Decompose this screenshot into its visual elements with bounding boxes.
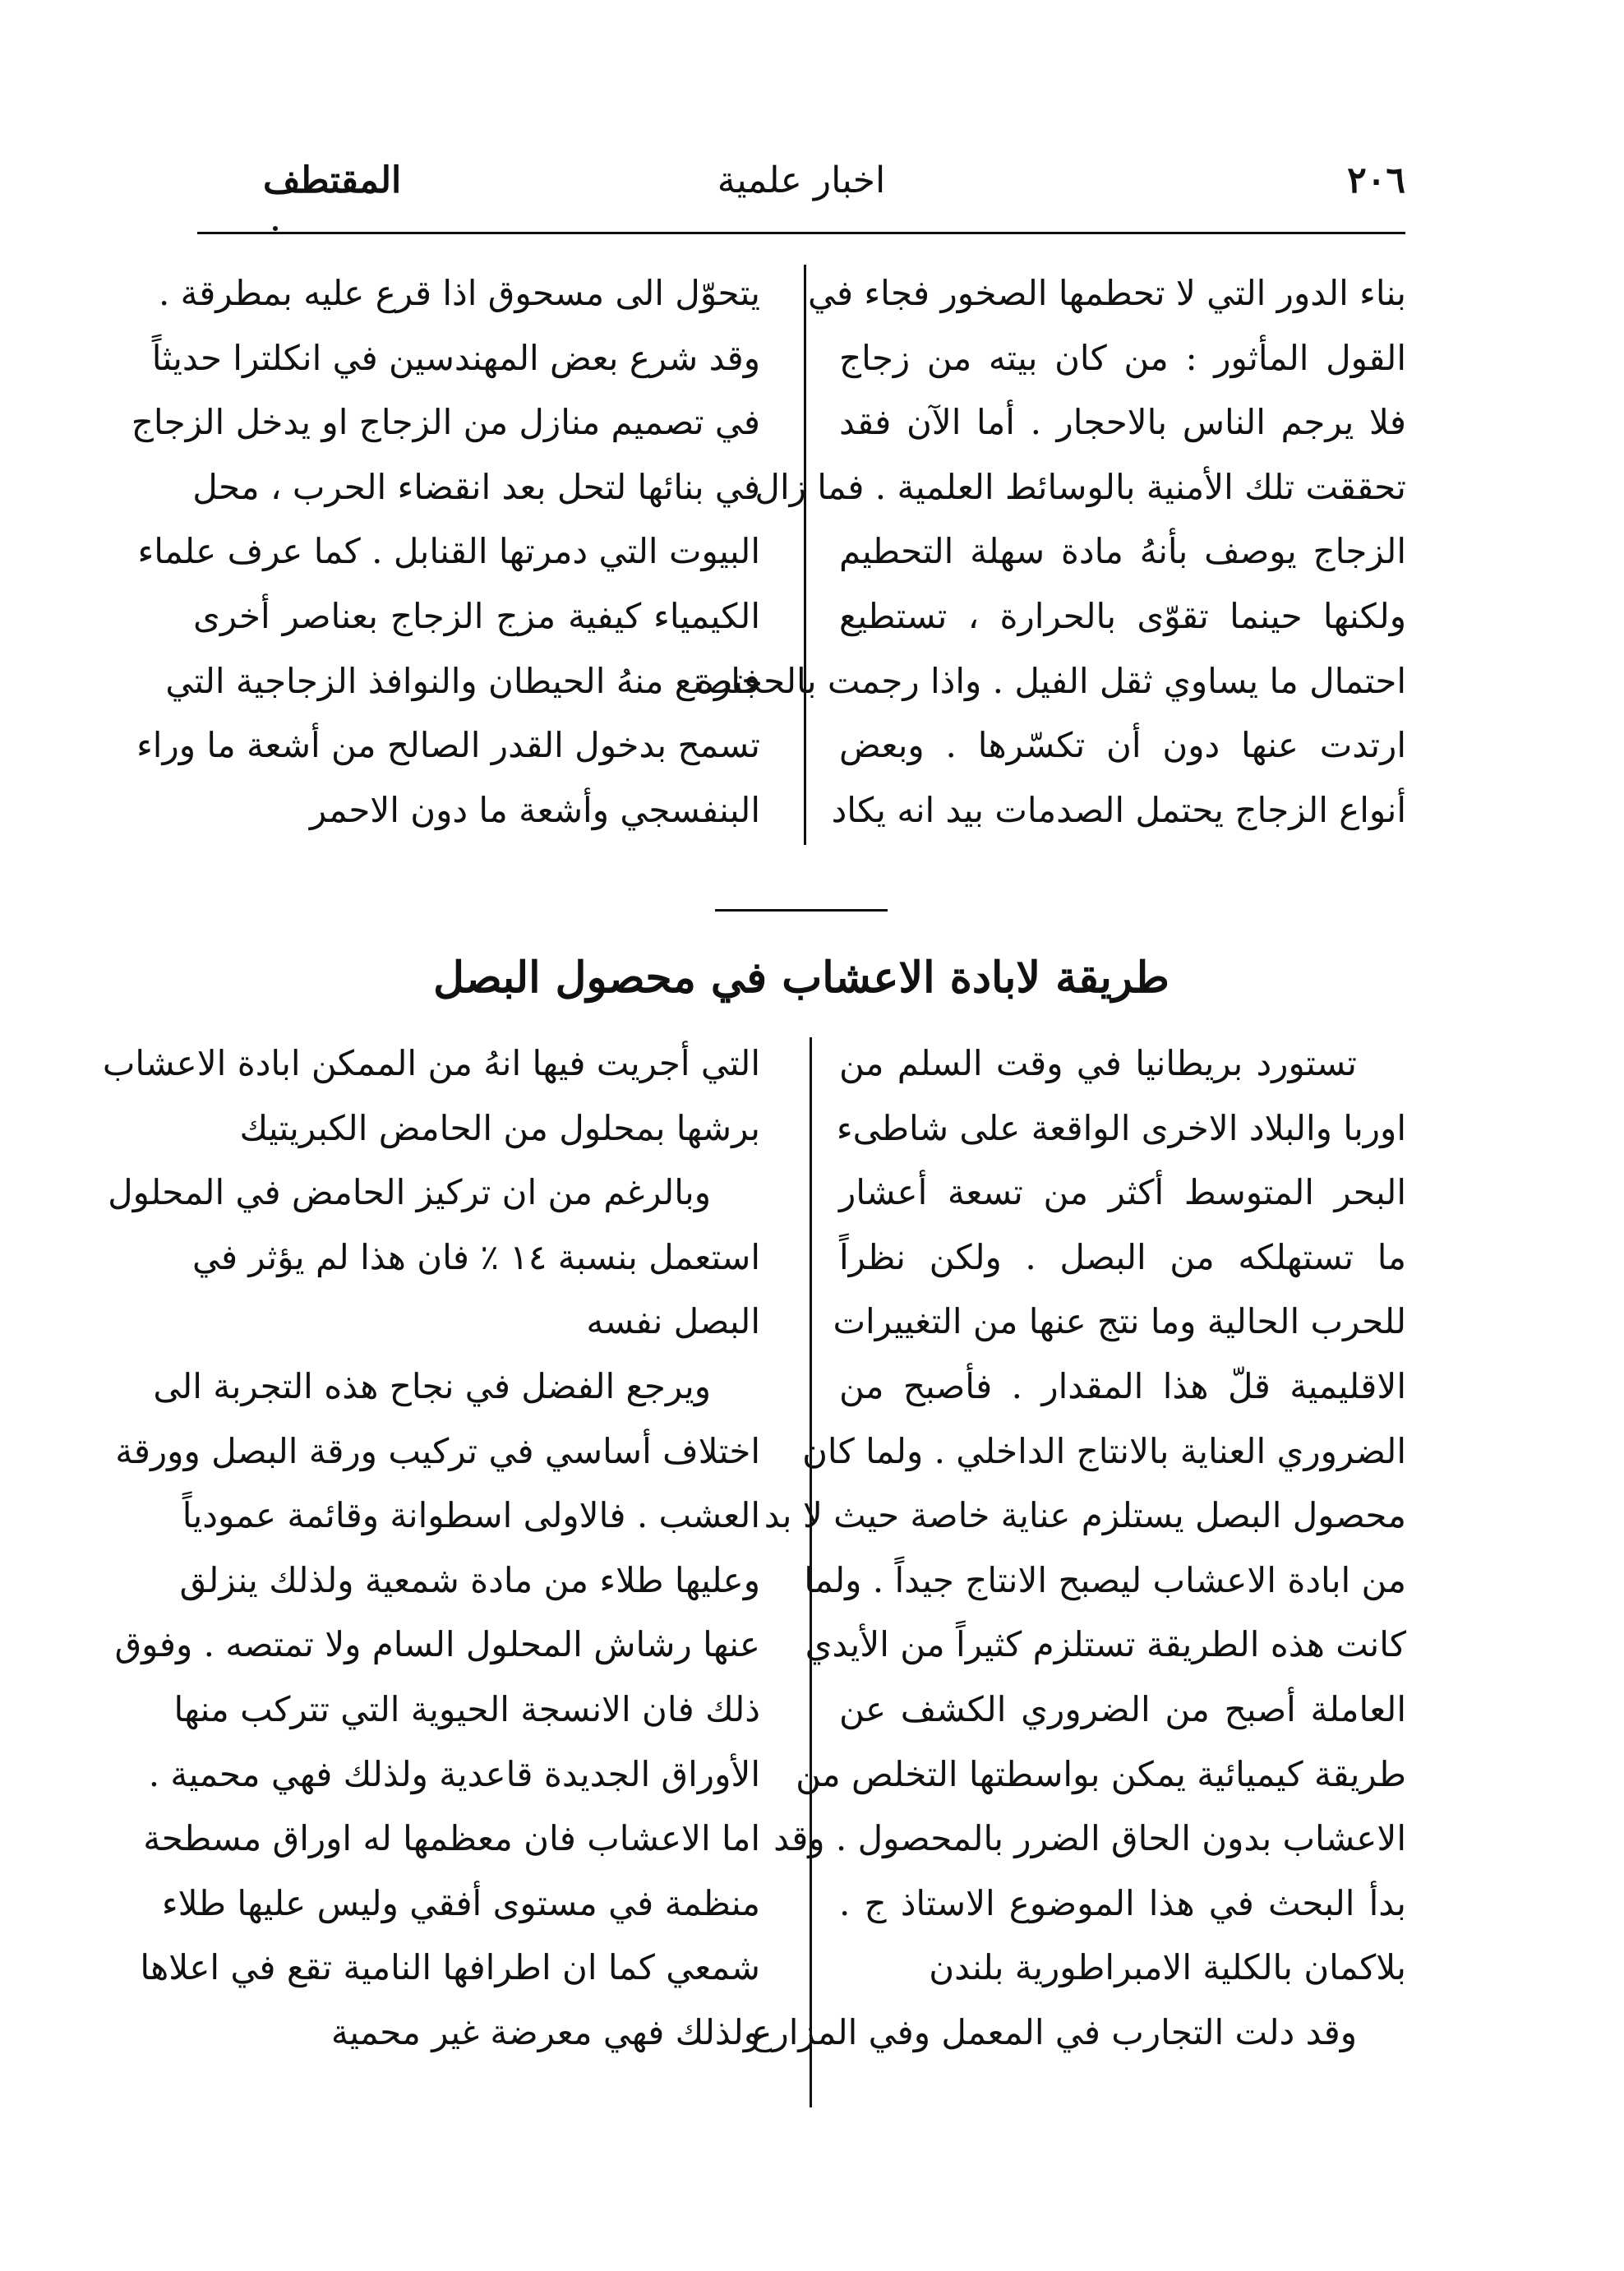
text-line: يتحوّل الى مسحوق اذا قرع عليه بمطرقة . (158, 273, 760, 313)
text-line: ولذلك فهي معرضة غير محمية (330, 2011, 760, 2052)
column-divider (804, 265, 806, 845)
text-line: التي أجريت فيها انهُ من الممكن ابادة الاعشاب (102, 1043, 760, 1083)
text-line: الاقليمية قلّ هذا المقدار . فأصبح من (839, 1365, 1406, 1406)
text-line: محصول البصل يستلزم عناية خاصة حيث لا بد (764, 1495, 1406, 1536)
section-title: اخبار علمية (717, 159, 886, 201)
text-line: ارتدت عنها دون أن تكسّرها . وبعض (839, 725, 1406, 766)
header-rule (197, 232, 1405, 234)
text-line: العشب . فالاولى اسطوانة وقائمة عمودياً (182, 1495, 760, 1536)
text-line: البيوت التي دمرتها القنابل . كما عرف علماء (137, 531, 760, 572)
running-header (197, 156, 1405, 205)
text-line: بناء الدور التي لا تحطمها الصخور فجاء في (807, 273, 1406, 313)
section-separator (715, 909, 888, 912)
text-line: في تصميم منازل من الزجاج او يدخل الزجاج (131, 402, 760, 443)
text-line: وقد دلت التجارب في المعمل وفي المزارع (751, 2011, 1357, 2052)
article-title: طريقة لابادة الاعشاب في محصول البصل (433, 953, 1170, 1003)
text-line: ما تستهلكه من البصل . ولكن نظراً (839, 1236, 1406, 1277)
text-line: اما الاعشاب فان معظمها له اوراق مسطحة (143, 1818, 760, 1859)
text-line: بلاكمان بالكلية الامبراطورية بلندن (929, 1947, 1406, 1988)
text-line: تسمح بدخول القدر الصالح من أشعة ما وراء (136, 725, 760, 766)
text-line: البنفسجي وأشعة ما دون الاحمر (309, 789, 760, 830)
text-line: وعليها طلاء من مادة شمعية ولذلك ينزلق (179, 1559, 760, 1600)
text-line: ويرجع الفضل في نجاح هذه التجربة الى (153, 1365, 711, 1406)
text-line: من ابادة الاعشاب ليصبح الانتاج جيداً . ولما (804, 1559, 1406, 1600)
text-line: أنواع الزجاج يحتمل الصدمات بيد انه يكاد (831, 789, 1406, 830)
text-line: اوربا والبلاد الاخرى الواقعة على شاطىء (836, 1107, 1406, 1148)
page-number: ٢٠٦ (1347, 159, 1405, 201)
text-line: ولكنها حينما تقوّى بالحرارة ، تستطيع (839, 595, 1406, 636)
text-line: وبالرغم من ان تركيز الحامض في المحلول (108, 1172, 711, 1213)
article-right-column (751, 1032, 1406, 2066)
text-line: فلا يرجم الناس بالاحجار . أما الآن فقد (839, 402, 1406, 443)
text-line: تحققت تلك الأمنية بالوسائط العلمية . فما زال (754, 466, 1406, 507)
text-line: طريقة كيميائية يمكن بواسطتها التخلص من (796, 1753, 1406, 1794)
header-rule-mark (273, 226, 278, 231)
text-line: عنها رشاش المحلول السام ولا تمتصه . وفوق (114, 1624, 760, 1665)
column-divider (810, 1037, 812, 2107)
top-left-column (131, 261, 760, 842)
text-line: الضروري العناية بالانتاج الداخلي . ولما كان (802, 1430, 1406, 1471)
text-line: منظمة في مستوى أفقي وليس عليها طلاء (161, 1882, 760, 1923)
text-line: الأوراق الجديدة قاعدية ولذلك فهي محمية . (148, 1753, 760, 1794)
text-line: فتصنع منهُ الحيطان والنوافذ الزجاجية التي (165, 660, 760, 701)
text-line: استعمل بنسبة ١٤ ٪ فان هذا لم يؤثر في (191, 1236, 760, 1277)
text-line: شمعي كما ان اطرافها النامية تقع في اعلاها (140, 1947, 760, 1988)
journal-name: المقتطف (263, 159, 402, 201)
text-line: البصل نفسه (586, 1301, 760, 1342)
text-line: في بنائها لتحل بعد انقضاء الحرب ، محل (192, 466, 760, 507)
text-line: بدأ البحث في هذا الموضوع الاستاذ ج . (839, 1882, 1406, 1923)
text-line: وقد شرع بعض المهندسين في انكلترا حديثاً (151, 337, 760, 378)
text-line: كانت هذه الطريقة تستلزم كثيراً من الأيدي (805, 1624, 1406, 1665)
text-line: القول المأثور : من كان بيته من زجاج (839, 337, 1406, 378)
text-line: اختلاف أساسي في تركيب ورقة البصل وورقة (115, 1430, 760, 1471)
article-left-column (102, 1032, 760, 2066)
text-line: ذلك فان الانسجة الحيوية التي تتركب منها (173, 1688, 760, 1729)
text-line: الزجاج يوصف بأنهُ مادة سهلة التحطيم (839, 531, 1406, 572)
text-line: العاملة أصبح من الضروري الكشف عن (839, 1688, 1406, 1729)
text-line: الاعشاب بدون الحاق الضرر بالمحصول . وقد (773, 1818, 1406, 1859)
top-right-column (695, 261, 1406, 842)
text-line: برشها بمحلول من الحامض الكبريتيك (239, 1107, 760, 1148)
text-line: احتمال ما يساوي ثقل الفيل . واذا رجمت بالحجارة (695, 660, 1406, 701)
text-line: البحر المتوسط أكثر من تسعة أعشار (839, 1172, 1406, 1213)
text-line: تستورد بريطانيا في وقت السلم من (839, 1043, 1357, 1083)
text-line: للحرب الحالية وما نتج عنها من التغييرات (833, 1301, 1406, 1342)
text-line: الكيمياء كيفية مزج الزجاج بعناصر أخرى (193, 595, 760, 636)
